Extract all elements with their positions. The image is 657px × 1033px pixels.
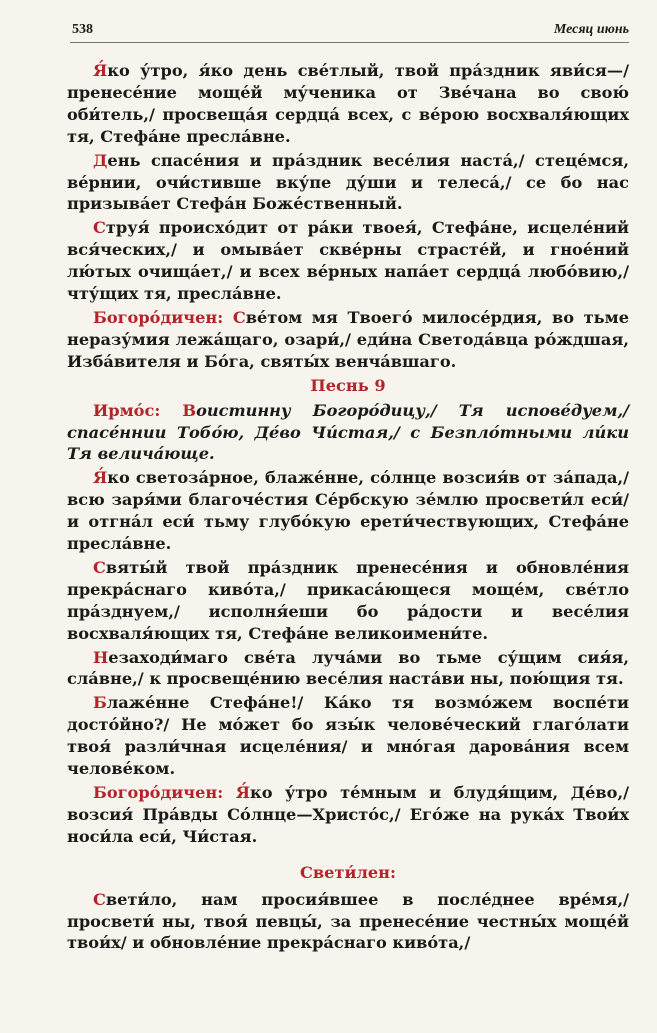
drop-initial: С (93, 218, 106, 238)
header-rule (70, 42, 629, 43)
exapostilarion-heading: Свети́лен: (299, 862, 396, 882)
sticheron-3 (67, 217, 629, 305)
sticheron-text: ень спасе́ния и пра́здник весе́лия наста́,/ стеце́мся, ве́рнии, очи́стивше вку́пе ду́ши и телеса́,/ се бо нас призыва́ет Стефа́н Боже́ственный. (67, 150, 629, 214)
troparion-text: ́ко светоза́рное, блаже́нне, со́лнце возсия́в от за́пада,/ всю заря́ми благоче́стия Се́рбскую зе́млю просвети́л еси́/ и отгна́л еси́ тьму глубо́кую ерети́чествующих, Стефа́не пресла́вне. (67, 468, 629, 554)
drop-initial: С (93, 557, 106, 577)
drop-initial: Я (93, 61, 108, 80)
irmos-text: оистинну Богоро́дицу,/ Тя испове́дуем,/ спасе́ннии Тобо́ю, Де́во Чи́стая,/ с Безпло́тными ли́ки Тя велича́юще. (67, 400, 630, 464)
page-header (70, 18, 629, 42)
irmos-label: Ирмо́с: В (93, 400, 197, 420)
irmos (67, 400, 629, 466)
ode-heading: Песнь 9 (310, 375, 386, 395)
troparion-4 (67, 692, 629, 780)
sticheron-text: ́ко у́тро, я́ко день све́тлый, твой пра́здник яви́ся—/ пренесе́ние моще́й му́ченика от Зве́чана во свою́ оби́тель,/ просвеща́я сердца́ всех, с ве́рою восхваля́ющих тя, Стефа́не пресла́вне. (67, 61, 629, 146)
sticheron-2 (67, 150, 629, 216)
troparion-text: езаходи́маго све́та луча́ми во тьме су́щим сия́я, сла́вне,/ к просвеще́нию весе́лия наста́ви ны, пою́щия тя. (67, 647, 629, 689)
drop-initial: С (93, 889, 106, 909)
page-body (67, 60, 629, 956)
drop-initial: Б (93, 693, 107, 713)
page-number: 538 (72, 22, 93, 37)
theotokion-1 (67, 307, 629, 373)
running-title: Месяц июнь (553, 22, 629, 37)
theotokion-text: ́ко у́тро те́мным и блудя́щим, Де́во,/ возсия́ Пра́вды Со́лнце—Христо́с,/ Его́же на рука́х Твои́х носи́ла еси́, Чи́стая. (67, 783, 630, 846)
drop-initial: Д (93, 150, 108, 170)
troparion-3 (67, 647, 629, 691)
drop-initial: Я (93, 468, 108, 488)
sticheron-1 (67, 60, 629, 148)
troparion-text: лаже́нне Стефа́не!/ Ка́ко тя возмо́жем воспе́ти досто́йно?/ Не мо́жет бо язы́к челове́ческий глаго́лати твоя́ разли́чная исцеле́ния/ и мно́гая дарова́ния всем челове́ком. (67, 693, 629, 779)
troparion-2 (67, 557, 629, 645)
exapostilarion-text: вети́ло, нам просия́вшее в после́днее вре́мя,/ просвети́ ны, твоя́ певцы́, за пренесе́ние честны́х моще́й твои́х/ и обновле́ние прекра́снаго киво́та,/ (67, 889, 629, 953)
theotokion-text: ве́том мя Твоего́ милосе́рдия, во тьме неразу́мия лежа́щаго, озари́,/ еди́на Светода́вца ро́ждшая, Изба́вителя и Бо́га, святы́х венча́вшаго. (67, 307, 629, 371)
theotokion-label: Богоро́дичен: С (93, 307, 246, 327)
theotokion-label: Богоро́дичен: Я (93, 783, 251, 802)
sticheron-text: труя́ происхо́дит от ра́ки твоея́, Стефа́не, исцеле́ний вся́ческих,/ и омыва́ет скве́рны страсте́й, и гное́ний лю́тых очища́ет,/ и всех ве́рных напа́ет сердца́ любо́вию,/ чту́щих тя, пресла́вне. (67, 218, 629, 304)
troparion-1 (67, 467, 629, 555)
theotokion-2 (67, 782, 629, 848)
drop-initial: Н (93, 647, 109, 667)
troparion-text: вяты́й твой пра́здник пренесе́ния и обновле́ния прекра́снаго киво́та,/ прикаса́ющеся моще́м, све́тло пра́зднуем,/ исполня́еши бо ра́дости и весе́лия восхваля́ющих тя, Стефа́не великоимени́те. (67, 557, 629, 643)
exapostilarion (67, 889, 629, 955)
